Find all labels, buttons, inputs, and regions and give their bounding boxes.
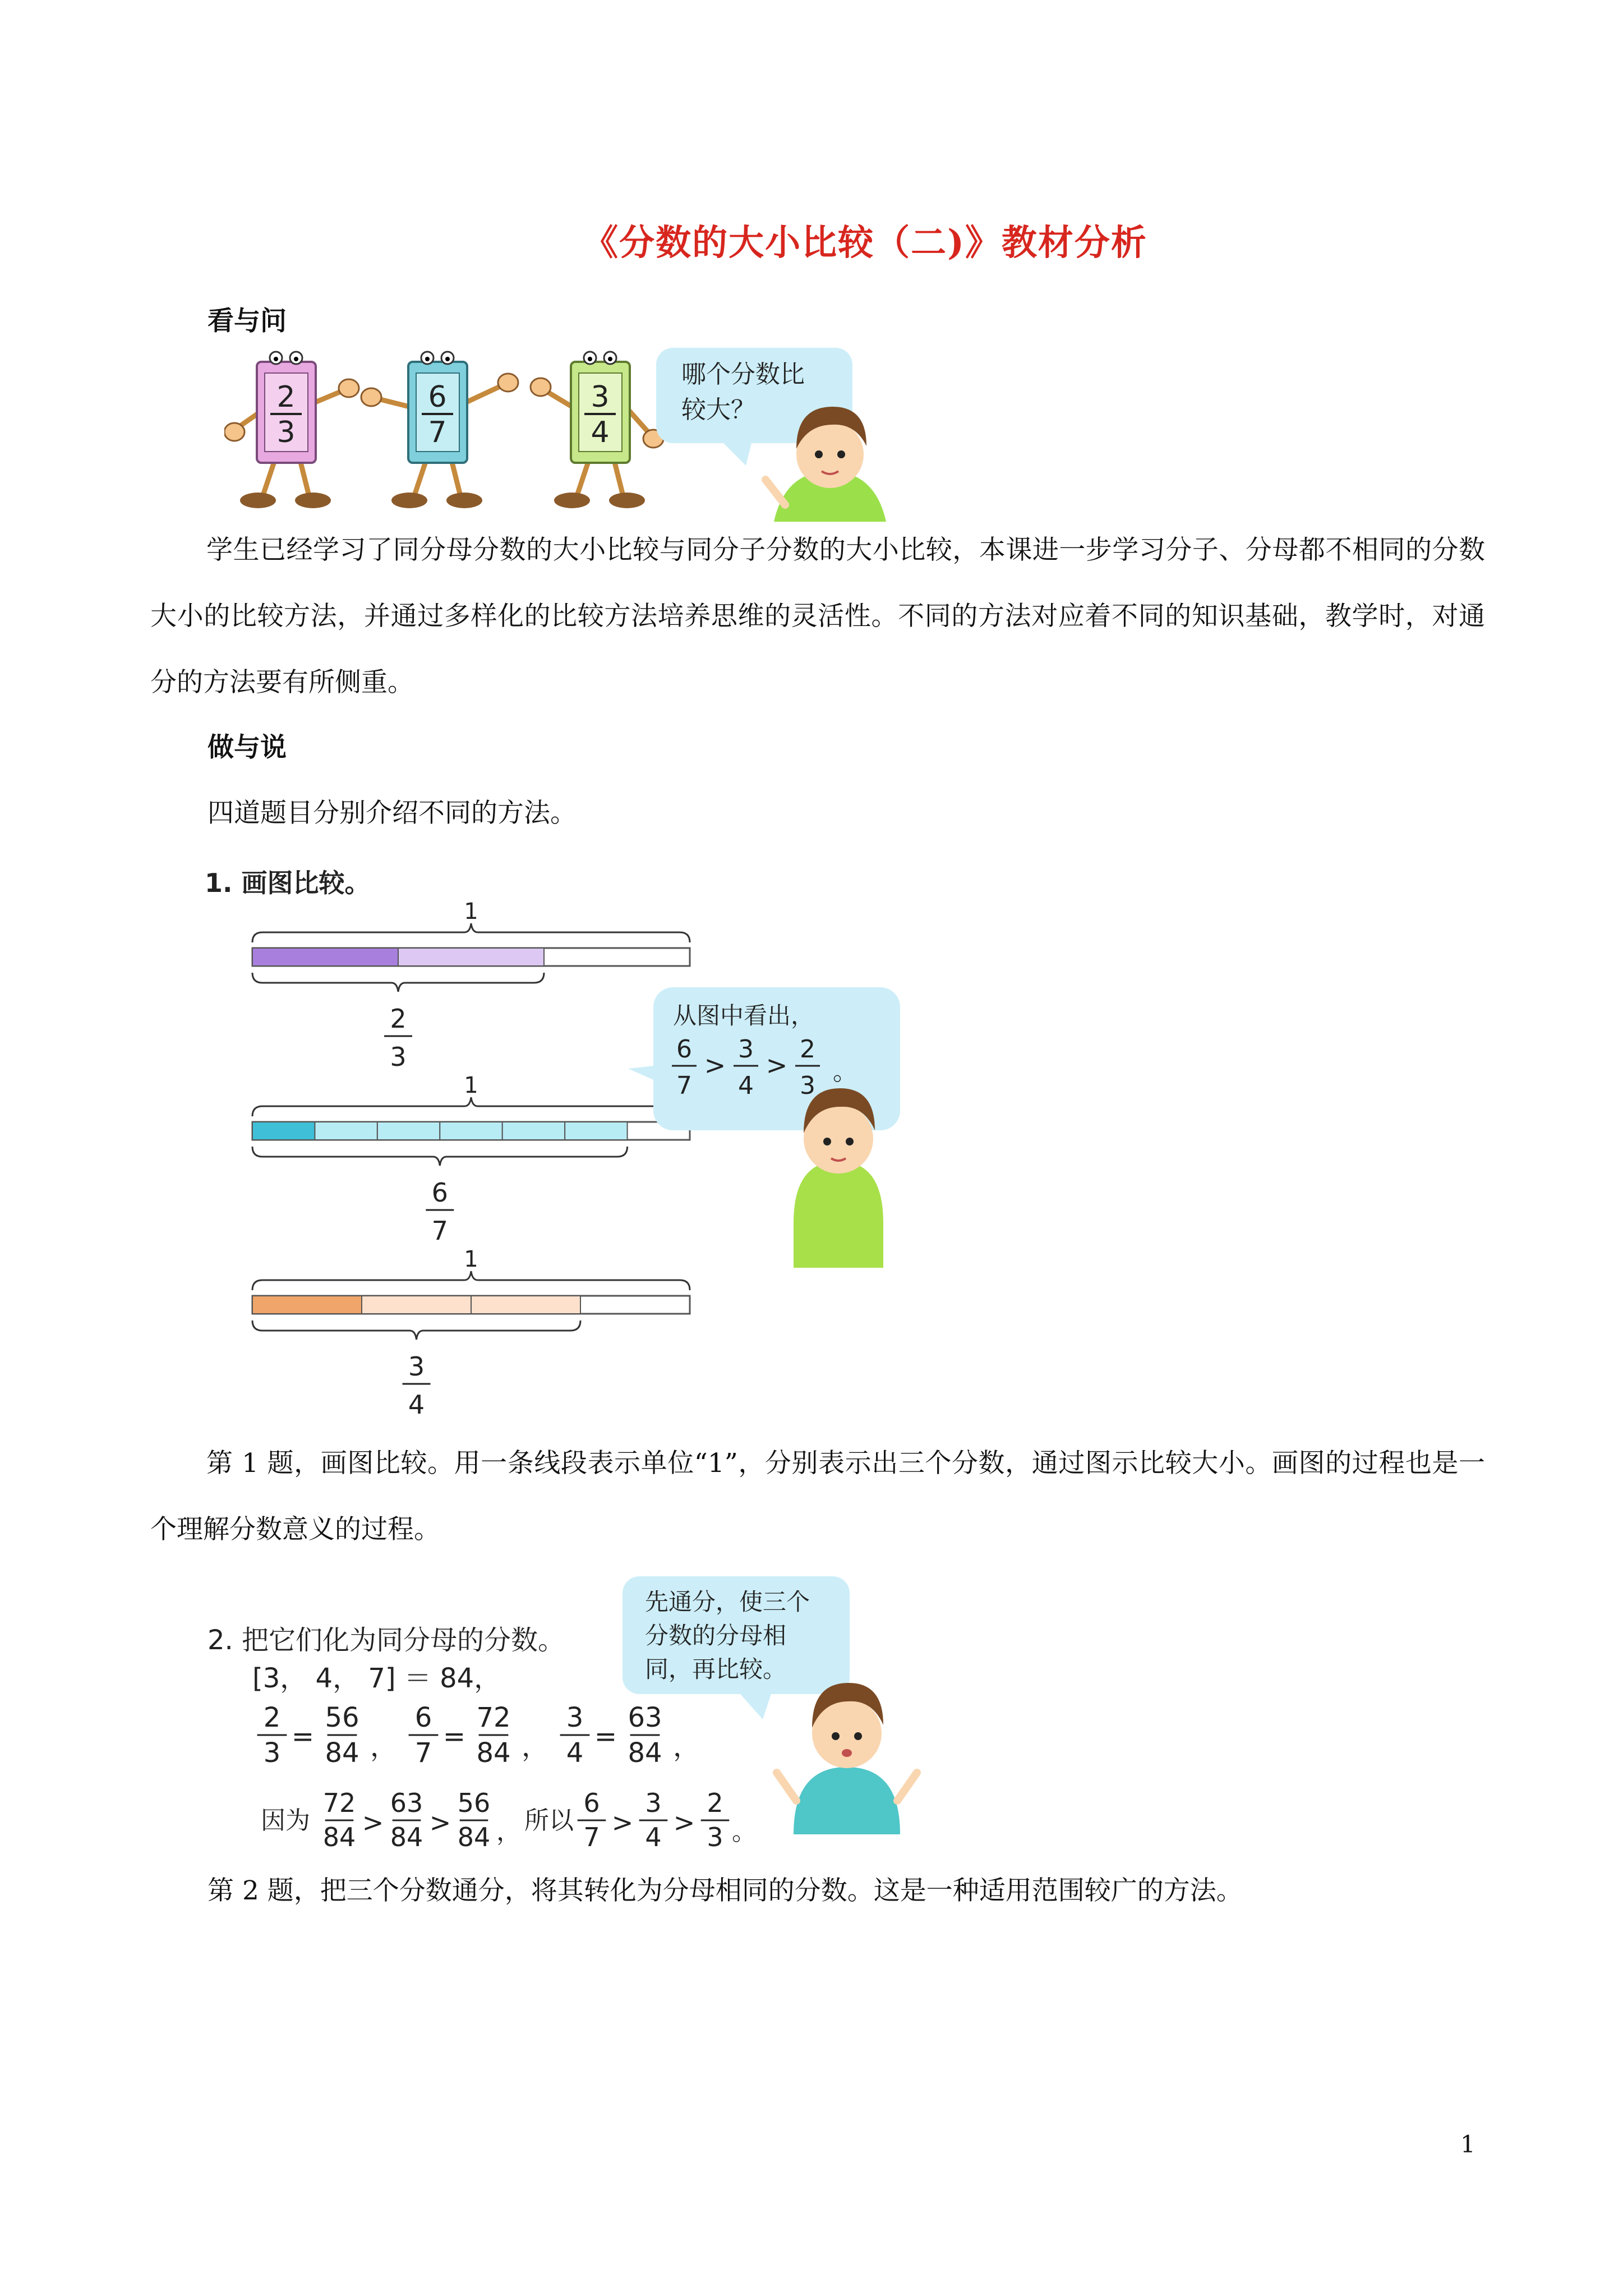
svg-text:2: 2	[800, 1035, 815, 1064]
svg-text:4: 4	[591, 416, 610, 449]
svg-text:4: 4	[645, 1822, 662, 1852]
bar-segment	[565, 1122, 627, 1140]
question1-paragraph: 第 1 题，画图比较。用一条线段表示单位“1”，分别表示出三个分数，通过图示比较大小。画图的过程也是一个理解分数意义的过程。	[150, 1448, 1485, 1545]
svg-text:72: 72	[322, 1788, 356, 1818]
boy-character-3	[777, 1683, 917, 1834]
svg-text:6: 6	[583, 1788, 600, 1818]
bar-segment	[440, 1122, 502, 1140]
question2-paragraph: 第 2 题，把三个分数通分，将其转化为分母相同的分数。这是一种适用范围较广的方法。	[208, 1875, 1243, 1906]
fraction-denominator: 3	[390, 1042, 407, 1072]
bar-segment	[362, 1296, 471, 1314]
bar-segment	[252, 948, 398, 966]
svg-text:3: 3	[591, 380, 610, 414]
svg-text:7: 7	[583, 1822, 600, 1852]
bar-segment	[315, 1122, 377, 1140]
methods-intro: 四道题目分别介绍不同的方法。	[208, 798, 577, 829]
fraction-card-3-4	[531, 352, 663, 508]
svg-text:因为: 因为	[261, 1806, 310, 1835]
section-heading-do-say: 做与说	[208, 732, 287, 763]
fraction-brace	[252, 973, 544, 992]
svg-text:=: =	[442, 1721, 466, 1752]
svg-text:72: 72	[476, 1702, 511, 1733]
svg-text:2: 2	[263, 1702, 281, 1733]
fraction-numerator: 6	[431, 1177, 448, 1208]
bar-diagram-2-3	[252, 899, 690, 1072]
svg-text:同，再比较。: 同，再比较。	[645, 1655, 787, 1683]
unit-brace	[252, 923, 690, 942]
svg-text:3: 3	[276, 416, 296, 449]
svg-text:=: =	[594, 1721, 617, 1752]
unit-brace	[252, 1097, 690, 1116]
svg-text:=: =	[291, 1721, 315, 1752]
fraction-denominator: 4	[408, 1389, 425, 1420]
svg-text:，: ，	[673, 1731, 700, 1763]
svg-text:84: 84	[322, 1822, 356, 1852]
svg-text:3: 3	[738, 1035, 754, 1064]
page-title: 《分数的大小比较（二)》教材分析	[583, 222, 1147, 263]
svg-text:7: 7	[414, 1737, 432, 1769]
fraction-numerator: 3	[408, 1351, 425, 1382]
svg-text:>: >	[429, 1807, 451, 1838]
svg-text:7: 7	[428, 416, 447, 449]
fraction-brace	[252, 1320, 580, 1340]
svg-text:。: 。	[833, 1057, 857, 1086]
svg-text:3: 3	[800, 1071, 815, 1100]
unit-brace	[252, 1271, 690, 1290]
svg-text:4: 4	[566, 1737, 584, 1769]
bar-segment	[252, 1122, 315, 1140]
svg-text:>: >	[611, 1807, 634, 1838]
svg-text:84: 84	[628, 1737, 662, 1769]
svg-text:>: >	[704, 1050, 726, 1080]
svg-text:，: ，	[522, 1731, 549, 1763]
svg-text:6: 6	[676, 1035, 692, 1064]
svg-text:从图中看出，: 从图中看出，	[673, 1002, 815, 1029]
speech-bubble-common-denominator	[623, 1576, 850, 1719]
svg-text:84: 84	[390, 1822, 423, 1852]
lcm-line: [3， 4， 7] ＝ 84，	[252, 1663, 501, 1694]
unit-label: 1	[464, 1246, 478, 1272]
svg-text:84: 84	[457, 1822, 491, 1852]
svg-text:56: 56	[325, 1702, 359, 1733]
bar-segment	[398, 948, 544, 966]
because-so-line	[261, 1788, 757, 1852]
intro-paragraph: 学生已经学习了同分母分数的大小比较与同分子分数的大小比较，本课进一步学习分子、分母都不相同的分数大小的比较方法，并通过多样化的比较方法培养思维的灵活性。不同的方法对应着不同的知识基础，教学时，对通分的方法要有所侧重。	[150, 535, 1485, 698]
svg-text:6: 6	[428, 380, 447, 414]
svg-text:>: >	[766, 1050, 788, 1080]
svg-text:3: 3	[707, 1822, 723, 1852]
fraction-brace	[252, 1147, 628, 1166]
boy-character-2	[794, 1088, 883, 1268]
svg-text:63: 63	[390, 1788, 423, 1818]
page-number: 1	[1460, 2131, 1476, 2158]
svg-text:3: 3	[566, 1702, 584, 1733]
svg-text:分数的分母相: 分数的分母相	[645, 1622, 787, 1649]
svg-text:4: 4	[738, 1071, 754, 1100]
bar-segment	[377, 1122, 440, 1140]
svg-text:哪个分数比: 哪个分数比	[681, 360, 805, 389]
fraction-denominator: 7	[431, 1216, 448, 1246]
svg-text:7: 7	[676, 1071, 692, 1100]
bar-diagram-6-7	[252, 1073, 690, 1246]
equivalent-fractions	[257, 1702, 700, 1769]
svg-text:84: 84	[325, 1737, 359, 1769]
svg-text:较大？: 较大？	[681, 395, 755, 424]
bar-segment	[471, 1296, 580, 1314]
svg-text:2: 2	[707, 1788, 723, 1818]
question2-label: 2. 把它们化为同分母的分数。	[208, 1625, 565, 1656]
svg-text:>: >	[362, 1807, 384, 1838]
svg-text:63: 63	[628, 1702, 662, 1733]
question1-figure	[202, 858, 948, 1425]
svg-text:。: 。	[732, 1818, 757, 1846]
svg-text:先通分，使三个: 先通分，使三个	[645, 1588, 810, 1616]
svg-text:84: 84	[476, 1737, 511, 1769]
unit-label: 1	[464, 1073, 478, 1098]
fraction-card-6-7	[361, 352, 518, 508]
svg-text:3: 3	[263, 1737, 281, 1769]
svg-text:，: ，	[496, 1818, 521, 1846]
bar-segment	[252, 1296, 362, 1314]
question2-figure	[202, 1565, 953, 1857]
svg-text:，: ，	[370, 1731, 398, 1763]
unit-label: 1	[464, 899, 478, 924]
section-heading-look-ask: 看与问	[208, 306, 287, 337]
svg-text:2: 2	[276, 380, 296, 414]
fraction-card-2-3	[224, 352, 359, 508]
svg-text:56: 56	[457, 1788, 491, 1818]
svg-text:3: 3	[645, 1788, 662, 1818]
fraction-numerator: 2	[390, 1004, 407, 1034]
question1-label: 1. 画图比较。	[205, 868, 371, 898]
fraction-cards-illustration	[224, 337, 925, 522]
bar-diagram-3-4	[252, 1246, 690, 1420]
bar-segment	[502, 1122, 565, 1140]
svg-text:>: >	[673, 1807, 695, 1838]
svg-text:所以: 所以	[524, 1806, 574, 1835]
svg-text:6: 6	[414, 1702, 432, 1733]
